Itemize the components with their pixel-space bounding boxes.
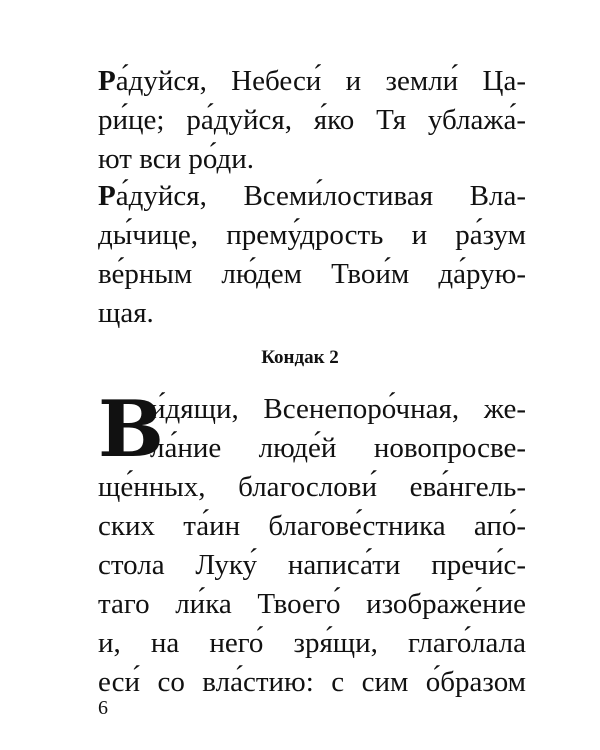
paragraph-1: [98, 62, 526, 179]
page-number: 6: [98, 697, 108, 719]
drop-cap-letter: В: [98, 384, 164, 475]
text-line: и́дящи, Всенепоро́чная, же-: [150, 393, 526, 425]
text-line: и, на него́ зря́щи, глаго́лала: [98, 627, 526, 659]
initial-letter: Р: [98, 180, 116, 212]
text-line: ют вси ро́ди.: [98, 143, 255, 175]
initial-letter: Р: [98, 65, 116, 97]
text-line: ды́чице, прему́дрость и ра́зум: [98, 219, 526, 251]
text-line: [98, 177, 526, 216]
line-text: а́дуйся, Небеси́ и земли́ Ца-: [115, 65, 526, 97]
paragraph-kontakion: [98, 384, 526, 702]
text-line: ще́нных, благослови́ ева́нгель-: [98, 471, 526, 503]
text-line: ских та́ин благове́стника апо́-: [98, 510, 526, 542]
text-line: щая.: [98, 297, 154, 329]
text-line: ла́ние люде́й новопросве-: [150, 432, 526, 464]
paragraph-2: [98, 177, 526, 333]
text-line: стола Луку́ написа́ти пречи́с-: [98, 549, 526, 581]
text-line: ри́це; ра́дуйся, я́ко Тя ублажа́-: [98, 104, 526, 136]
text-line: таго ли́ка Твоего́ изображе́ние: [98, 588, 526, 620]
line-text: а́дуйся, Всеми́лостивая Вла-: [115, 180, 526, 212]
text-line: ве́рным лю́дем Твои́м да́рую-: [98, 258, 526, 290]
text-line: [98, 62, 526, 101]
section-heading: Кондак 2: [261, 347, 339, 368]
text-line: еси́ со вла́стию: с сим о́бразом: [98, 666, 526, 698]
